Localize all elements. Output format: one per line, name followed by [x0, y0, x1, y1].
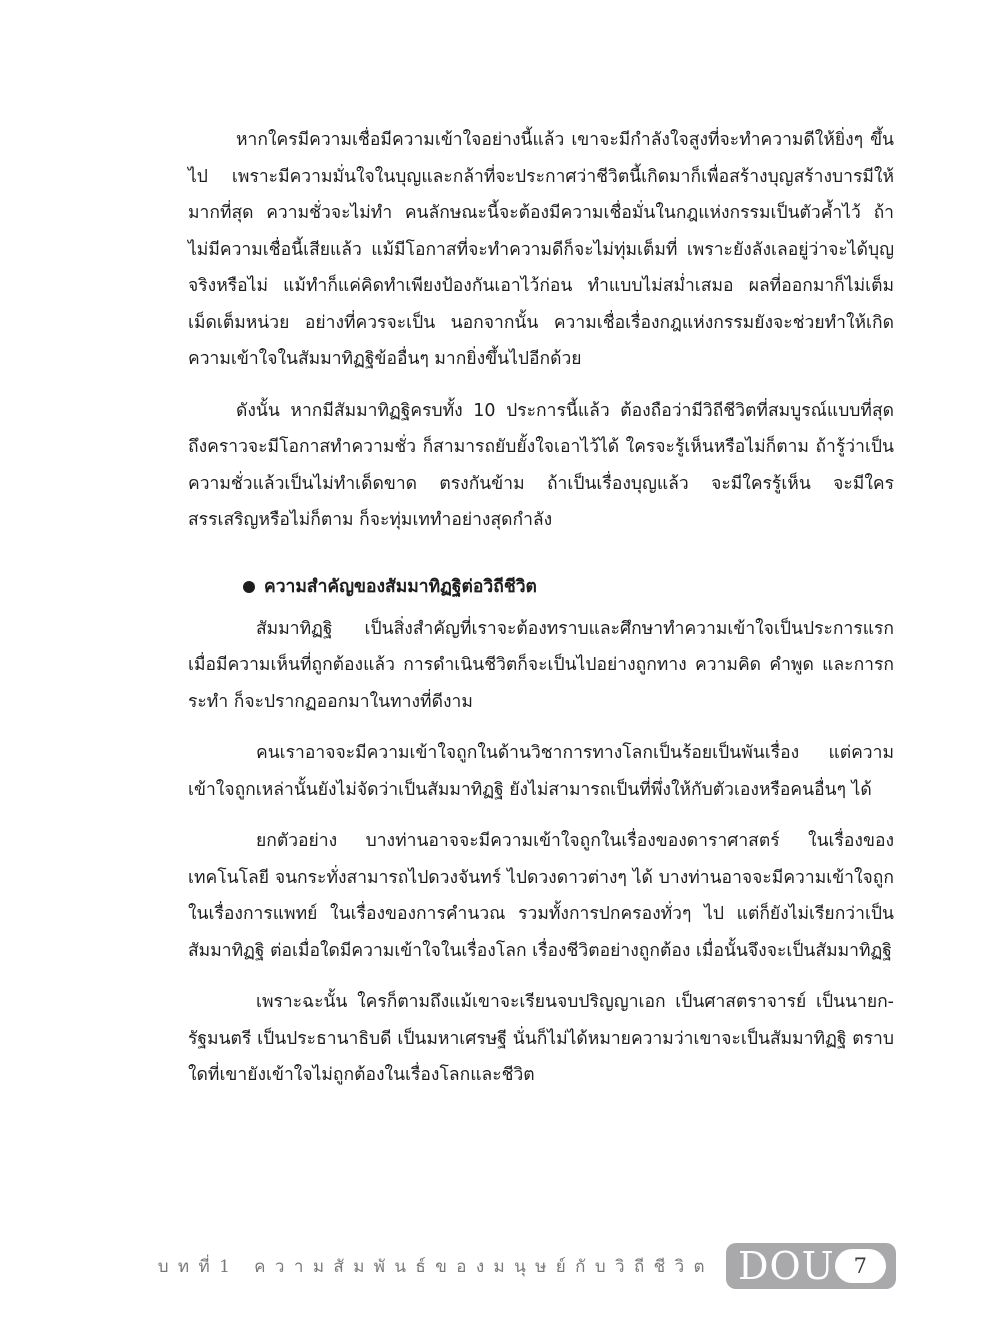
page-footer: [157, 1243, 896, 1289]
paragraph: เพราะฉะนั้น ใครก็ตามถึงแม้เขาจะเรียนจบปริญญาเอก เป็นศาสตราจารย์ เป็นนายก-รัฐมนตรี เป็นประธานาธิบดี เป็นมหาเศรษฐี นั่นก็ไม่ได้หมายความว่าเขาจะเป็นสัมมาทิฏฐิ ตราบใดที่เขายังเข้าใจไม่ถูกต้องในเรื่องโลกและชีวิต: [188, 992, 894, 1085]
page-body: [188, 122, 894, 1109]
bullet-icon: [243, 581, 255, 593]
page-badge: [726, 1243, 896, 1289]
section-heading: [243, 569, 894, 605]
paragraph: สัมมาทิฏฐิ เป็นสิ่งสำคัญที่เราจะต้องทราบและศึกษาทำความเข้าใจเป็นประการแรก เมื่อมีความเห็นที่ถูกต้องแล้ว การดำเนินชีวิตก็จะเป็นไปอย่างถูกทาง ความคิด คำพูด และการกระทำ ก็จะปรากฏออกมาในทางที่ดีงาม: [188, 618, 894, 712]
paragraph: หากใครมีความเชื่อมีความเข้าใจอย่างนี้แล้ว เขาจะมีกำลังใจสูงที่จะทำความดีให้ยิ่งๆ ขึ้นไป เพราะมีความมั่นใจในบุญและกล้าที่จะประกาศว่าชีวิตนี้เกิดมาก็เพื่อสร้างบุญสร้างบารมีให้มากที่สุด ความชั่วจะไม่ทำ คนลักษณะนี้จะต้องมีความเชื่อมั่นในกฎแห่งกรรมเป็นตัวค้ำไว้ ถ้าไม่มีความเชื่อนี้เสียแล้ว แม้มีโอกาสที่จะทำความดีก็จะไม่ทุ่มเต็มที่ เพราะยังลังเลอยู่ว่าจะได้บุญจริงหรือไม่ แม้ทำก็แค่คิดทำเพียงป้องกันเอาไว้ก่อน ทำแบบไม่สม่ำเสมอ ผลที่ออกมาก็ไม่เต็มเม็ดเต็มหน่วย อย่างที่ควรจะเป็น นอกจากนั้น ความเชื่อเรื่องกฎแห่งกรรมยังจะช่วยทำให้เกิดความเข้าใจในสัมมาทิฏฐิข้ออื่นๆ มากยิ่งขึ้นไปอีกด้วย: [188, 130, 894, 369]
paragraph: ดังนั้น หากมีสัมมาทิฏฐิครบทั้ง 10 ประการนี้แล้ว ต้องถือว่ามีวิถีชีวิตที่สมบูรณ์แบบที่สุด ถึงคราวจะมีโอกาสทำความชั่ว ก็สามารถยับยั้งใจเอาไว้ได้ ใครจะรู้เห็นหรือไม่ก็ตาม ถ้ารู้ว่าเป็นความชั่วแล้วเป็นไม่ทำเด็ดขาด ตรงกันข้าม ถ้าเป็นเรื่องบุญแล้ว จะมีใครรู้เห็น จะมีใครสรรเสริญหรือไม่ก็ตาม ก็จะทุ่มเททำอย่างสุดกำลัง: [188, 400, 894, 530]
paragraph: ยกตัวอย่าง บางท่านอาจจะมีความเข้าใจถูกในเรื่องของดาราศาสตร์ ในเรื่องของเทคโนโลยี จนกระทั่งสามารถไปดวงจันทร์ ไปดวงดาวต่างๆ ได้ บางท่านอาจจะมีความเข้าใจถูกในเรื่องการแพทย์ ในเรื่องของการคำนวณ รวมทั้งการปกครองทั่วๆ ไป แต่ก็ยังไม่เรียกว่าเป็นสัมมาทิฏฐิ ต่อเมื่อใดมีความเข้าใจในเรื่องโลก เรื่องชีวิตอย่างถูกต้อง เมื่อนั้นจึงจะเป็นสัมมาทิฏฐิ: [188, 831, 894, 961]
page-number: 7: [835, 1249, 886, 1283]
section-heading-text: ความสำคัญของสัมมาทิฏฐิต่อวิถีชีวิต: [264, 576, 537, 597]
dou-logo: DOU: [738, 1244, 835, 1288]
chapter-title: บทที่1 ความสัมพันธ์ของมนุษย์กับวิถีชีวิต: [157, 1256, 714, 1277]
paragraph: คนเราอาจจะมีความเข้าใจถูกในด้านวิชาการทางโลกเป็นร้อยเป็นพันเรื่อง แต่ความเข้าใจถูกเหล่านั้นยังไม่จัดว่าเป็นสัมมาทิฏฐิ ยังไม่สามารถเป็นที่พึ่งให้กับตัวเองหรือคนอื่นๆ ได้: [188, 743, 894, 800]
